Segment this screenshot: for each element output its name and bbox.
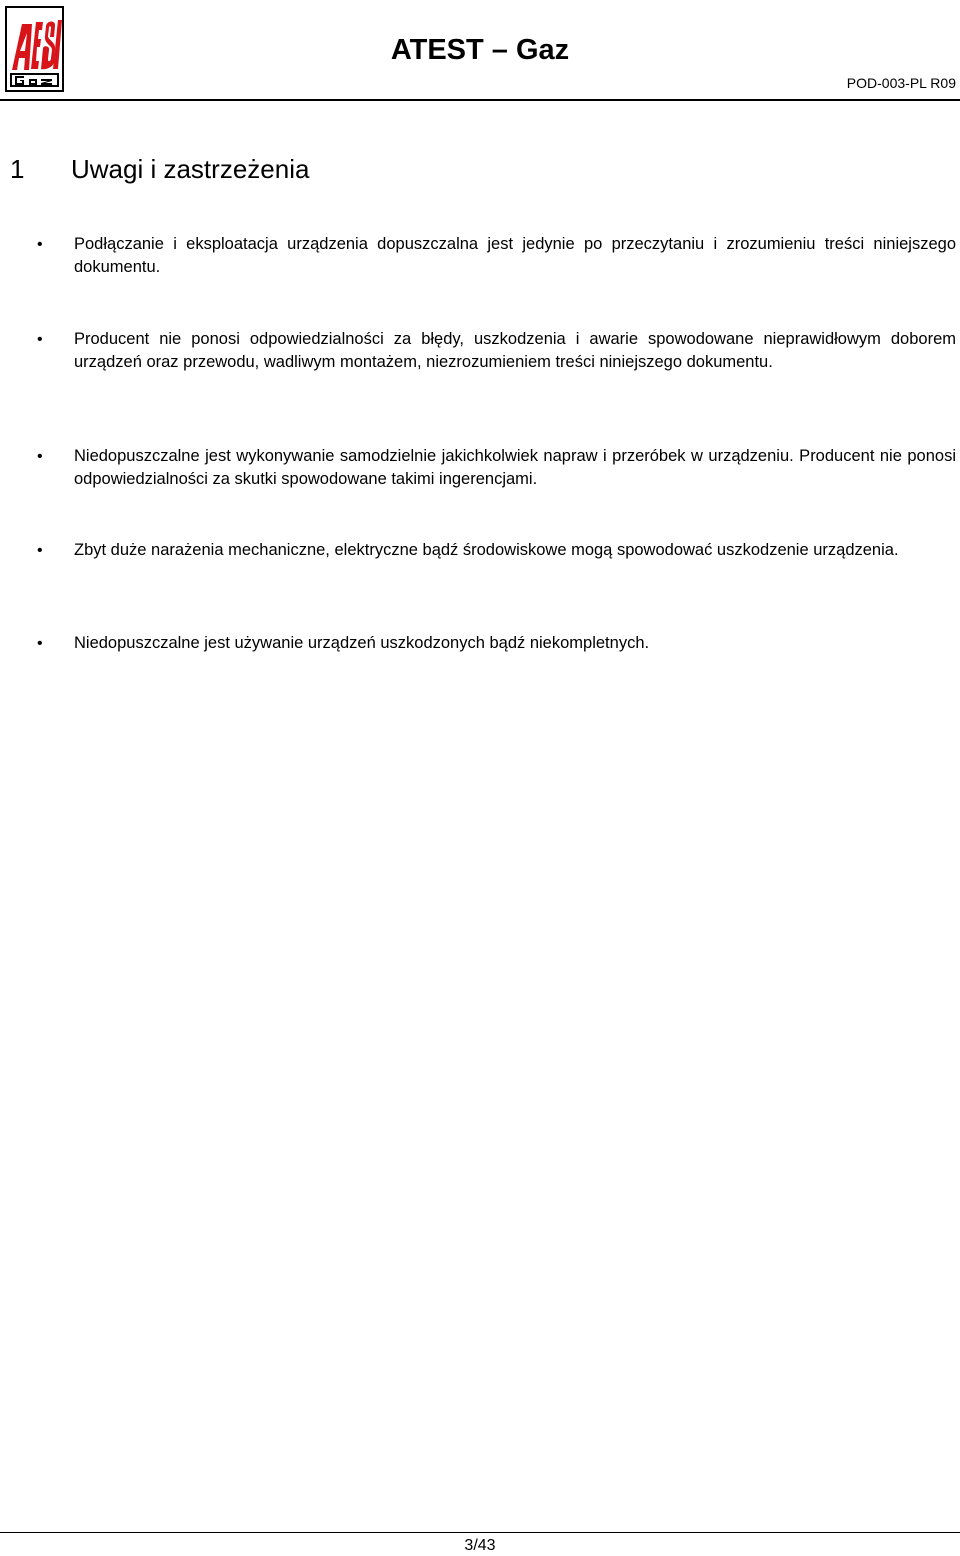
section-heading xyxy=(10,152,309,186)
bullet-icon: • xyxy=(37,331,43,348)
bullet-icon: • xyxy=(37,542,43,559)
note-text: Zbyt duże narażenia mechaniczne, elektryczne bądź środowiskowe mogą spowodować uszkodzenie urządzenia. xyxy=(74,541,899,559)
note-text: Podłączanie i eksploatacja urządzenia dopuszczalna jest jedynie po przeczytaniu i zrozumieniu treści niniejszego dokumentu. xyxy=(74,235,956,277)
bullet-icon: • xyxy=(37,236,43,253)
page-number: 3/43 xyxy=(464,1537,496,1554)
note-text: Niedopuszczalne jest wykonywanie samodzielnie jakichkolwiek napraw i przeróbek w urządzeniu. Producent nie ponosi odpowiedzialności za skutki spowodowane takimi ingerencjami. xyxy=(74,447,956,489)
footer-divider xyxy=(0,1532,960,1533)
note-text: Niedopuszczalne jest używanie urządzeń uszkodzonych bądź niekompletnych. xyxy=(74,634,650,652)
note-text: Producent nie ponosi odpowiedzialności za błędy, uszkodzenia i awarie spowodowane nieprawidłowym doborem urządzeń oraz przewodu, wadliwym montażem, niezrozumieniem treści niniejszego dokumentu. xyxy=(74,330,956,372)
section-number: 1 xyxy=(10,154,25,184)
document-code: POD-003-PL R09 xyxy=(846,75,956,91)
bullet-icon: • xyxy=(37,635,43,652)
bullet-icon: • xyxy=(37,448,43,465)
header-divider xyxy=(0,99,960,101)
page-header xyxy=(0,0,960,102)
header-title: ATEST – Gaz xyxy=(390,34,570,66)
section-title: Uwagi i zastrzeżenia xyxy=(71,154,310,184)
